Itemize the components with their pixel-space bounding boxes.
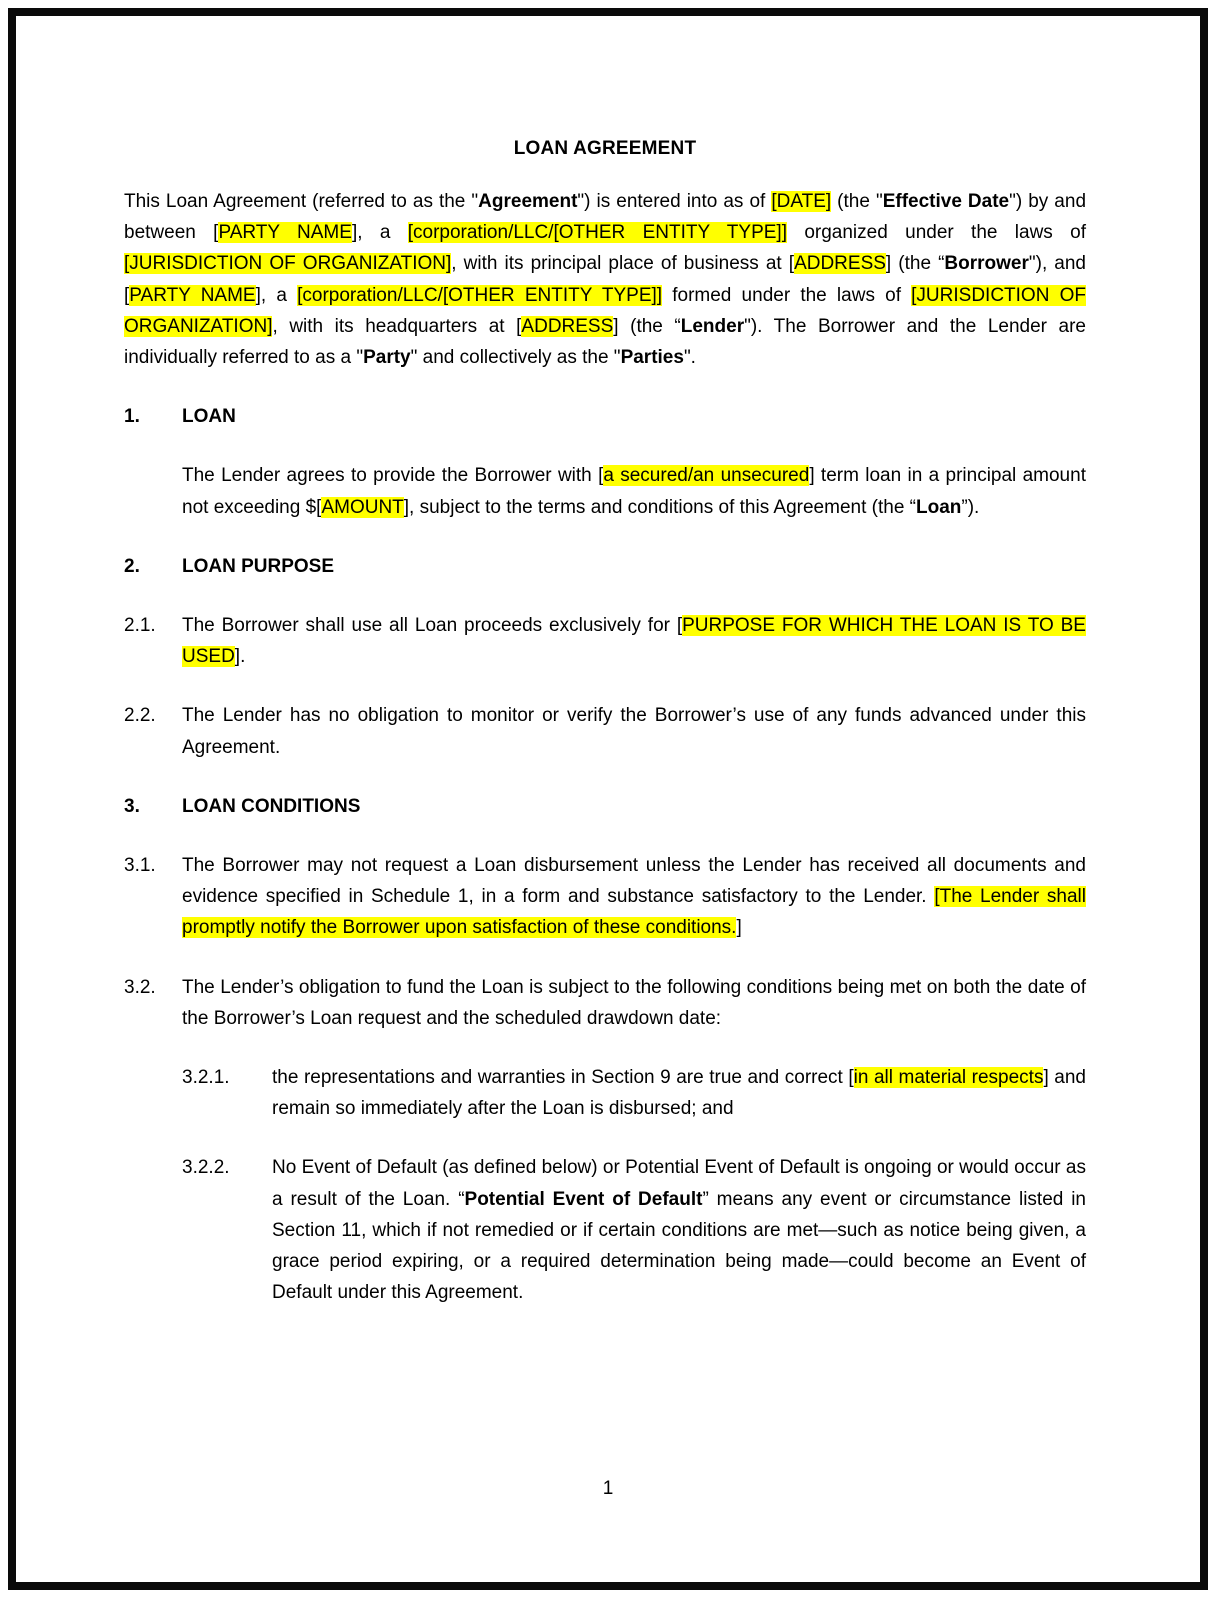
preamble-text-1: This Loan Agreement (referred to as the " — [124, 191, 479, 212]
clause-3-2-2-text-2: ” means any event or circumstance listed in Section 11, which if not remedied or if certain conditions are met—such as notice being given, a grace period expiring, or a required determination being made—could become an Event of Default under this Agreement. — [272, 1188, 1086, 1304]
clause-3-1-text-2: ] — [736, 917, 742, 939]
clause-3-2-2-text-1: No Event of Default (as defined below) or Potential Event of Default is ongoing or would occur as a result of the Loan. “ — [272, 1157, 1086, 1210]
clause-text-3-1 — [182, 850, 1086, 944]
placeholder-address-lender: ADDRESS — [521, 315, 614, 337]
document-title: LOAN AGREEMENT — [513, 138, 697, 159]
section-title-3: LOAN CONDITIONS — [182, 795, 361, 817]
section-heading-1 — [124, 401, 1086, 432]
clause-3-2-1-text-2: ] and remain so immediately after the Loan is disbursed; and — [272, 1067, 1086, 1120]
section-number-1: 1. — [124, 406, 140, 428]
section-1-text-4: ”). — [961, 496, 980, 518]
term-loan: Loan — [916, 496, 962, 518]
preamble-text-13: ] (the “ — [613, 315, 681, 337]
clause-number-2-2: 2.2. — [124, 705, 156, 727]
preamble-text-14: "). The Borrower and the Lender are individually referred to as a " — [124, 315, 1087, 369]
document-page-frame — [8, 8, 1208, 1590]
term-potential-event-of-default: Potential Event of Default — [464, 1188, 703, 1210]
clause-2-1-text-2: ]. — [234, 646, 246, 668]
placeholder-secured-unsecured: a secured/an unsecured — [603, 465, 810, 487]
section-title-1: LOAN — [182, 406, 236, 428]
clause-2-1-text-1: The Borrower shall use all Loan proceeds exclusively for [ — [182, 615, 683, 637]
clause-text-3-2: The Lender’s obligation to fund the Loan is subject to the following conditions being met on both the date of the Borrower’s Loan request and the scheduled drawdown date: — [182, 976, 1086, 1029]
optional-clause-notify-borrower: [The Lender shall promptly notify the Borrower upon satisfaction of these conditions. — [182, 886, 1086, 939]
clause-3-1 — [124, 850, 1086, 944]
placeholder-loan-purpose: PURPOSE FOR WHICH THE LOAN IS TO BE USED — [182, 615, 1086, 668]
preamble-text-2: ") is entered into as of — [577, 191, 772, 212]
section-heading-2 — [124, 551, 1086, 582]
term-party: Party — [363, 347, 411, 369]
term-effective-date: Effective Date — [882, 191, 1010, 212]
section-number-2: 2. — [124, 555, 140, 577]
preamble-text-15: " and collectively as the " — [410, 347, 621, 369]
placeholder-party-name-borrower: PARTY NAME — [218, 222, 352, 244]
clause-text-2-1 — [182, 610, 1086, 672]
placeholder-entity-type-lender: [corporation/LLC/[OTHER ENTITY TYPE]] — [297, 284, 663, 306]
section-1-text-1: The Lender agrees to provide the Borrower with [ — [182, 465, 604, 487]
term-agreement: Agreement — [478, 191, 578, 212]
optional-clause-material-respects: in all material respects — [853, 1067, 1044, 1089]
placeholder-date: [DATE] — [771, 191, 832, 212]
page-number: 1 — [602, 1478, 614, 1499]
preamble-text-4: ") by and between [ — [124, 191, 1087, 244]
placeholder-entity-type-borrower: [corporation/LLC/[OTHER ENTITY TYPE]] — [407, 222, 787, 244]
section-1-text-2: ] term loan in a principal amount not exceeding $[ — [182, 465, 1086, 518]
clause-3-2-2 — [124, 1152, 1086, 1308]
clause-2-1 — [124, 610, 1086, 672]
preamble-text-6: organized under the laws of — [787, 222, 1086, 244]
preamble-text-9: "), and [ — [124, 253, 1086, 306]
preamble-text-16: ". — [683, 347, 696, 369]
section-1-text-3: ], subject to the terms and conditions of this Agreement (the “ — [403, 496, 916, 518]
term-parties: Parties — [620, 347, 684, 369]
term-lender: Lender — [680, 315, 745, 337]
placeholder-party-name-lender: PARTY NAME — [129, 284, 256, 306]
document-content — [124, 138, 1086, 1336]
clause-number-3-2-2: 3.2.2. — [182, 1157, 230, 1179]
placeholder-jurisdiction-lender: [JURISDICTION OF ORGANIZATION] — [124, 284, 1087, 337]
preamble-text-5: ], a — [351, 222, 408, 244]
section-title-2: LOAN PURPOSE — [182, 555, 335, 577]
preamble-paragraph — [124, 186, 1086, 373]
clause-3-2-1-text-1: the representations and warranties in Section 9 are true and correct [ — [272, 1067, 854, 1089]
clause-2-2 — [124, 700, 1086, 762]
preamble-text-12: , with its headquarters at [ — [272, 315, 522, 337]
preamble-text-3: (the " — [831, 191, 883, 212]
clause-text-3-2-2 — [272, 1152, 1086, 1308]
clause-text-2-2: The Lender has no obligation to monitor or verify the Borrower’s use of any funds advanced under this Agreement. — [182, 705, 1086, 758]
section-heading-3 — [124, 791, 1086, 822]
clause-3-2-1 — [124, 1062, 1086, 1124]
clause-number-3-1: 3.1. — [124, 855, 156, 877]
preamble-text-11: formed under the laws of — [662, 284, 912, 306]
placeholder-address-borrower: ADDRESS — [794, 253, 886, 275]
clause-number-3-2-1: 3.2.1. — [182, 1067, 230, 1089]
clause-3-1-text-1: The Borrower may not request a Loan disbursement unless the Lender has received all documents and evidence specified in Schedule 1, in a form and substance satisfactory to the Lender. — [182, 855, 1086, 908]
clause-number-2-1: 2.1. — [124, 615, 156, 637]
placeholder-jurisdiction-borrower: [JURISDICTION OF ORGANIZATION] — [124, 253, 452, 275]
preamble-text-8: ] (the “ — [885, 253, 945, 275]
placeholder-amount: AMOUNT — [321, 496, 404, 518]
clause-3-2 — [124, 972, 1086, 1034]
section-number-3: 3. — [124, 795, 140, 817]
preamble-text-10: ], a — [255, 284, 298, 306]
clause-number-3-2: 3.2. — [124, 976, 156, 998]
term-borrower: Borrower — [944, 253, 1029, 275]
document-page — [16, 16, 1200, 1582]
section-1-body — [124, 460, 1086, 522]
clause-text-3-2-1 — [272, 1062, 1086, 1124]
preamble-text-7: , with its principal place of business at [ — [451, 253, 795, 275]
